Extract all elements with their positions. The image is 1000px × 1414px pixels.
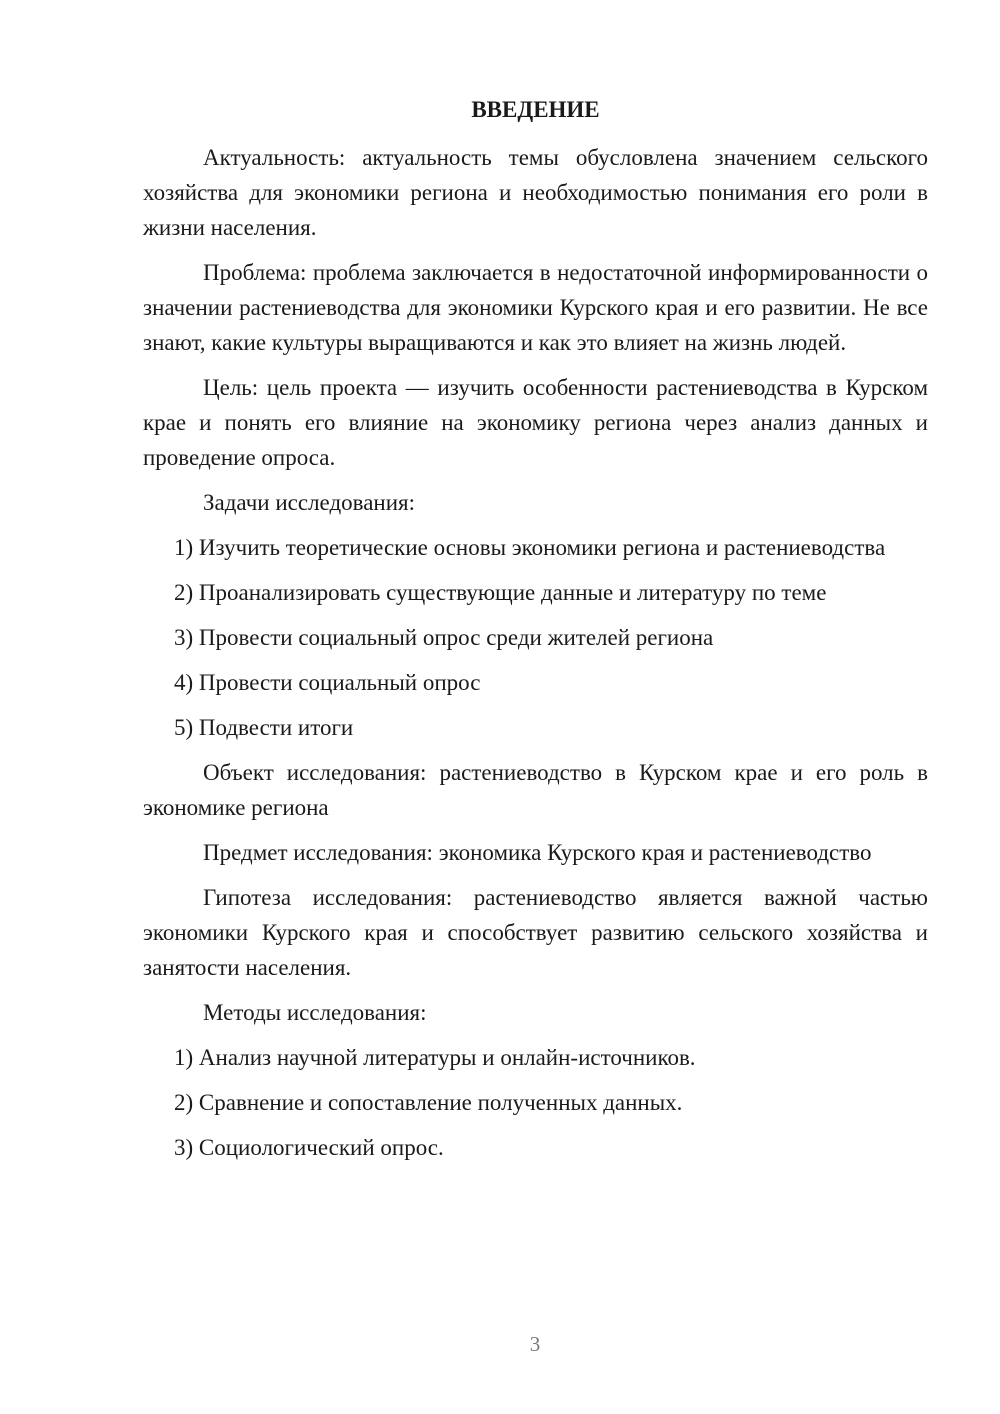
object-paragraph: Объект исследования: растениеводство в Курском крае и его роль в экономике региона [143,760,928,820]
task-item: 2) Проанализировать существующие данные и литературу по теме [174,580,827,605]
page-content [143,95,928,1175]
hypothesis-paragraph: Гипотеза исследования: растениеводство является важной частью экономики Курского края и способствует развитию сельского хозяйства и занятости населения. [143,885,928,980]
task-item: 3) Провести социальный опрос среди жителей региона [174,625,714,650]
problem-paragraph: Проблема: проблема заключается в недостаточной информированности о значении растениеводства для экономики Курского края и его развитии. Не все знают, какие культуры выращиваются и как это влияет на жизнь людей. [143,260,928,355]
tasks-heading: Задачи исследования: [203,490,416,515]
goal-paragraph: Цель: цель проекта — изучить особенности растениеводства в Курском крае и понять его влияние на экономику региона через анализ данных и проведение опроса. [143,375,928,470]
page-number: 3 [529,1332,541,1356]
page-title: ВВЕДЕНИЕ [471,97,600,122]
method-item: 1) Анализ научной литературы и онлайн-источников. [174,1045,696,1070]
method-item: 2) Сравнение и сопоставление полученных данных. [174,1090,683,1115]
task-item: 5) Подвести итоги [174,715,354,740]
relevance-paragraph: Актуальность: актуальность темы обусловлена значением сельского хозяйства для экономики региона и необходимостью понимания его роли в жизни населения. [143,145,928,240]
method-item: 3) Социологический опрос. [174,1135,444,1160]
task-item: 1) Изучить теоретические основы экономики региона и растениеводства [174,535,886,560]
subject-paragraph: Предмет исследования: экономика Курского края и растениеводство [203,840,872,865]
methods-heading: Методы исследования: [203,1000,427,1025]
task-item: 4) Провести социальный опрос [174,670,481,695]
